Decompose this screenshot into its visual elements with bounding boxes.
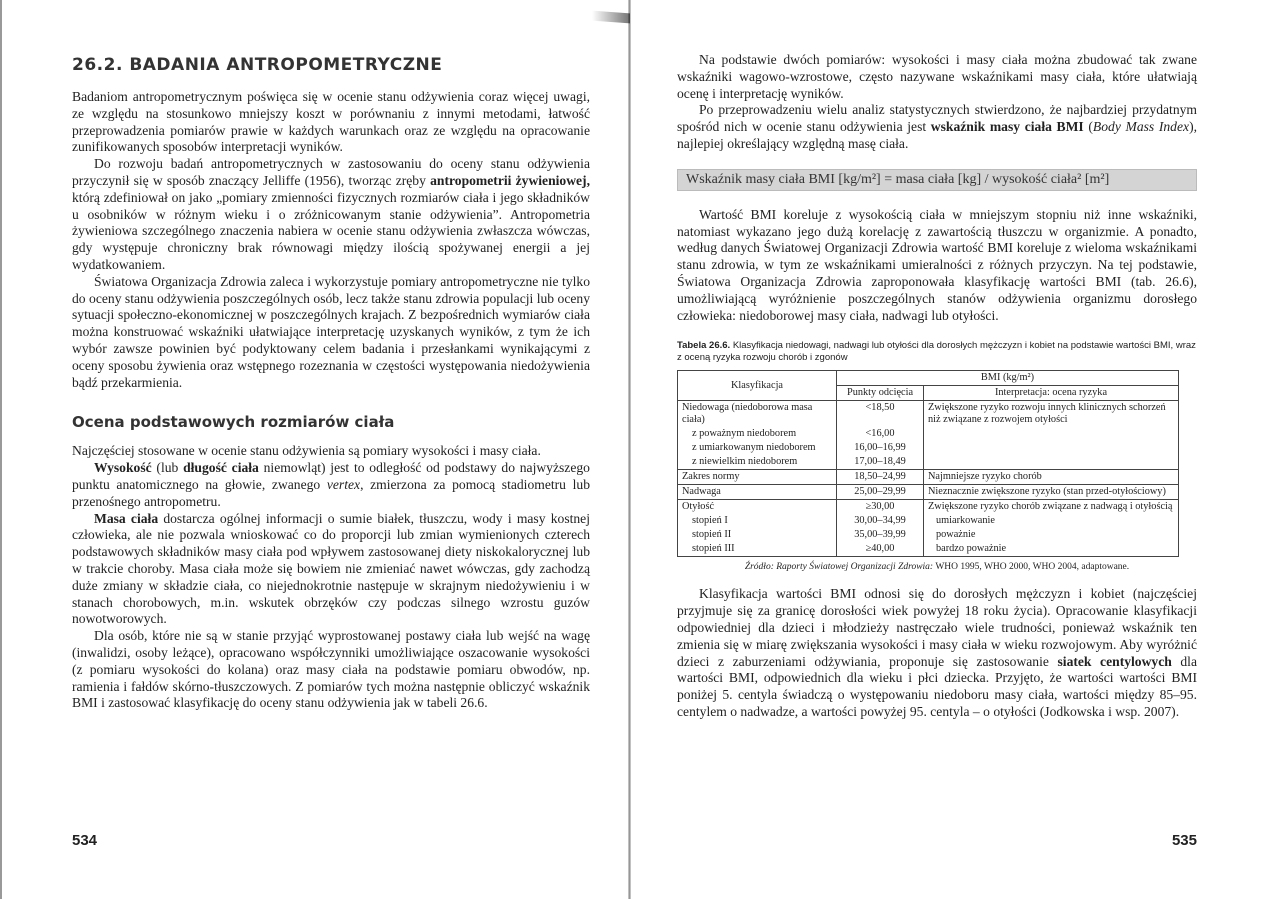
cell-value: 18,50–24,99: [837, 470, 924, 485]
left-page: [0, 0, 630, 899]
table-row: [678, 401, 1179, 428]
paragraph: Badaniom antropometrycznym poświęca się w ocenie stanu odżywienia coraz więcej uwagi, ze względu na stosunkowo mniejszy koszt w porównaniu z innymi metodami, łatwość przeprowadzenia pomiarów prawie w każdych warunkach oraz ze względu na opracowanie zunifikowanych sposobów interpretacji wyników.: [72, 89, 590, 155]
subsection-heading: Ocena podstawowych rozmiarów ciała: [72, 413, 395, 432]
table-row: [678, 455, 1179, 470]
cell-value: 17,00–18,49: [837, 455, 924, 470]
cell-risk: Zwiększone ryzyko chorób związane z nadwagą i otyłością: [924, 500, 1179, 515]
paragraph: Najczęściej stosowane w ocenie stanu odżywienia są pomiary wysokości i masy ciała.: [72, 443, 541, 459]
table-row: [678, 542, 1179, 557]
table-row: [678, 514, 1179, 528]
paragraph: Na podstawie dwóch pomiarów: wysokości i masy ciała można zbudować tak zwane wskaźniki wagowo-wzrostowe, często nazywane wskaźnikami masy ciała, które ułatwiają ocenę i interpretację wyników.: [677, 52, 1197, 101]
cell-category: z niewielkim niedoborem: [678, 455, 837, 470]
table-row: [678, 485, 1179, 500]
paragraph: Klasyfikacja wartości BMI odnosi się do dorosłych mężczyzn i kobiet (najczęściej przyjmuje się za granicę dorosłości wiek powyżej 18 roku życia). Opracowanie klasyfikacji odpowiedniej dla dzieci i młodzieży nastręczało wiele trudności, ponieważ wskaźnik ten zmienia się w miarę zwiększania wysokości i masy ciała w wieku rozwojowym. Aby wyróżnić dzieci z zaburzeniami odżywiania, proponuje się zastosowanie siatek centylowych dla wartości BMI, odpowiednich dla wieku i płci dziecka. Przyjęto, że wartości wartości BMI poniżej 5. centyla świadczą o występowaniu niedoboru masy ciała, wartości między 85–95. centylem o nadwadze, a wartości powyżej 95. centyla – o otyłości (Jodkowska i wsp. 2007).: [677, 586, 1197, 719]
cell-category: Niedowaga (niedoborowa masa ciała): [678, 401, 837, 428]
cell-risk: Zwiększone ryzyko rozwoju innych klinicznych schorzeń niż związane z rozwojem otyłości: [924, 401, 1179, 428]
bmi-table: [677, 370, 1179, 557]
paragraph: Światowa Organizacja Zdrowia zaleca i wykorzystuje pomiary antropometryczne nie tylko do oceny stanu odżywienia poszczególnych osób, lecz także stanu zdrowia populacji lub oceny sytuacji społeczno-ekonomicznej w poszczególnych krajach. Z bezpośrednich wymiarów ciała można konstruować wskaźniki ułatwiające interpretację uzyskanych wyników, z tym że ich wybór zawsze powinien być podyktowany celem badania i przesłankami wynikającymi z oceny sposobu żywienia oraz wstępnego rozeznania w częstości występowania niedożywienia bądź przekarmienia.: [72, 273, 590, 390]
cell-category: Otyłość: [678, 500, 837, 515]
table-row: [678, 470, 1179, 485]
paragraph: Dla osób, które nie są w stanie przyjąć wyprostowanej postawy ciała lub wejść na wagę (inwalidzi, osoby leżące), opracowano współczynniki umożliwiające oszacowanie wysokości (z pomiaru wysokości do kolana) oraz masy ciała na podstawie pomiaru obwodów, np. ramienia i fałdów skórno-tłuszczowych. Z pomiarów tych można następnie obliczyć wskaźnik BMI i zastosować klasyfikację do oceny stanu odżywienia jak w tabeli 26.6.: [72, 628, 590, 711]
bmi-formula: Wskaźnik masy ciała BMI [kg/m²] = masa ciała [kg] / wysokość ciała² [m²]: [677, 169, 1197, 191]
section-heading: 26.2. BADANIA ANTROPOMETRYCZNE: [72, 55, 443, 75]
cell-risk: [924, 427, 1179, 441]
cell-risk: Nieznacznie zwiększone ryzyko (stan przed-otyłościowy): [924, 485, 1179, 500]
cell-category: z umiarkowanym niedoborem: [678, 441, 837, 455]
table-row: [678, 427, 1179, 441]
paragraph: Wartość BMI koreluje z wysokością ciała w mniejszym stopniu niż inne wskaźniki, natomiast wykazano jego dużą korelację z zawartością tłuszczu w organizmie. A ponadto, według danych Światowej Organizacji Zdrowia wartość BMI koreluje z wieloma wskaźnikami stanu zdrowia, w tym ze wskaźnikami umieralności z różnych przyczyn. Na tej podstawie, Światowa Organizacja Zdrowia zaproponowała klasyfikację wartości BMI (tab. 26.6), umożliwiającą wyróżnienie poszczególnych stanów odżywienia organizmu dorosłego człowieka: niedoborowej masy ciała, nadwagi lub otyłości.: [677, 206, 1197, 323]
cell-category: Nadwaga: [678, 485, 837, 500]
cell-risk: [924, 441, 1179, 455]
table-caption: Tabela 26.6. Klasyfikacja niedowagi, nadwagi lub otyłości dla dorosłych mężczyzn i kobiet na podstawie wartości BMI, wraz z oceną ryzyka rozwoju chorób i zgonów: [677, 340, 1196, 363]
cell-value: 25,00–29,99: [837, 485, 924, 500]
paragraph: Po przeprowadzeniu wielu analiz statystycznych stwierdzono, że najbardziej przydatnym spośród nich w ocenie stanu odżywienia jest wskaźnik masy ciała BMI (Body Mass Index), najlepiej określający względną masę ciała.: [677, 102, 1197, 151]
cell-value: 30,00–34,99: [837, 514, 924, 528]
header-bmi: BMI (kg/m²): [837, 371, 1179, 386]
cell-category: stopień II: [678, 528, 837, 542]
page-number: 535: [1171, 832, 1197, 849]
cell-value: <16,00: [837, 427, 924, 441]
paragraph: Masa ciała dostarcza ogólnej informacji o sumie białek, tłuszczu, wody i masy kostnej człowieka, ale nie pozwala wnioskować co do proporcji lub zmian wymienionych czterech podstawowych składników masy ciała pod wpływem zastosowanej diety niskokalorycznej lub w trakcie choroby. Masa ciała może się bowiem nie zmieniać nawet wówczas, gdy zachodzą duże zmiany w składzie ciała, co niejednokrotnie następuje w skrajnym niedożywieniu i w stanach chorobowych, m.in. wskutek obrzęków czy podczas silnego wzrostu guzów nowotworowych.: [72, 510, 590, 627]
table-source: Źródło: Raporty Światowej Organizacji Zdrowia: WHO 1995, WHO 2000, WHO 2004, adaptowane.: [744, 562, 1130, 573]
cell-category: Zakres normy: [678, 470, 837, 485]
cell-category: stopień III: [678, 542, 837, 557]
cell-category: z poważnym niedoborem: [678, 427, 837, 441]
cell-risk: [924, 455, 1179, 470]
cell-risk: bardzo poważnie: [924, 542, 1179, 557]
table-row: [678, 441, 1179, 455]
cell-category: stopień I: [678, 514, 837, 528]
header-points: Punkty odcięcia: [837, 386, 924, 401]
header-risk: Interpretacja: ocena ryzyka: [924, 386, 1179, 401]
cell-value: 35,00–39,99: [837, 528, 924, 542]
paragraph: Wysokość (lub długość ciała niemowląt) jest to odległość od podstawy do najwyższego punktu anatomicznego na głowie, zwanego vertex, zmierzona za pomocą stadiometru lub przenośnego antropometru.: [72, 460, 590, 509]
table-row: [678, 500, 1179, 515]
cell-value: <18,50: [837, 401, 924, 428]
cell-risk: umiarkowanie: [924, 514, 1179, 528]
cell-value: ≥40,00: [837, 542, 924, 557]
header-classification: Klasyfikacja: [678, 371, 837, 401]
cell-risk: Najmniejsze ryzyko chorób: [924, 470, 1179, 485]
page-number: 534: [72, 832, 98, 849]
cell-value: 16,00–16,99: [837, 441, 924, 455]
table-row: [678, 528, 1179, 542]
paragraph: Do rozwoju badań antropometrycznych w zastosowaniu do oceny stanu odżywienia przyczynił się w sposób znaczący Jelliffe (1956), tworząc zręby antropometrii żywieniowej, którą zdefiniował on jako „pomiary zmienności fizycznych rozmiarów ciała i jego składników u osobników w różnym wieku i o zróżnicowanym stanie odżywienia”. Antropometria żywieniowa szczególnego znaczenia nabiera w ocenie stanu odżywienia zwłaszcza wówczas, gdy występuje chroniczny brak równowagi między ilością spożywanej energii a jej wydatkowaniem.: [72, 156, 590, 272]
right-page: [632, 0, 1263, 899]
cell-risk: poważnie: [924, 528, 1179, 542]
cell-value: ≥30,00: [837, 500, 924, 515]
